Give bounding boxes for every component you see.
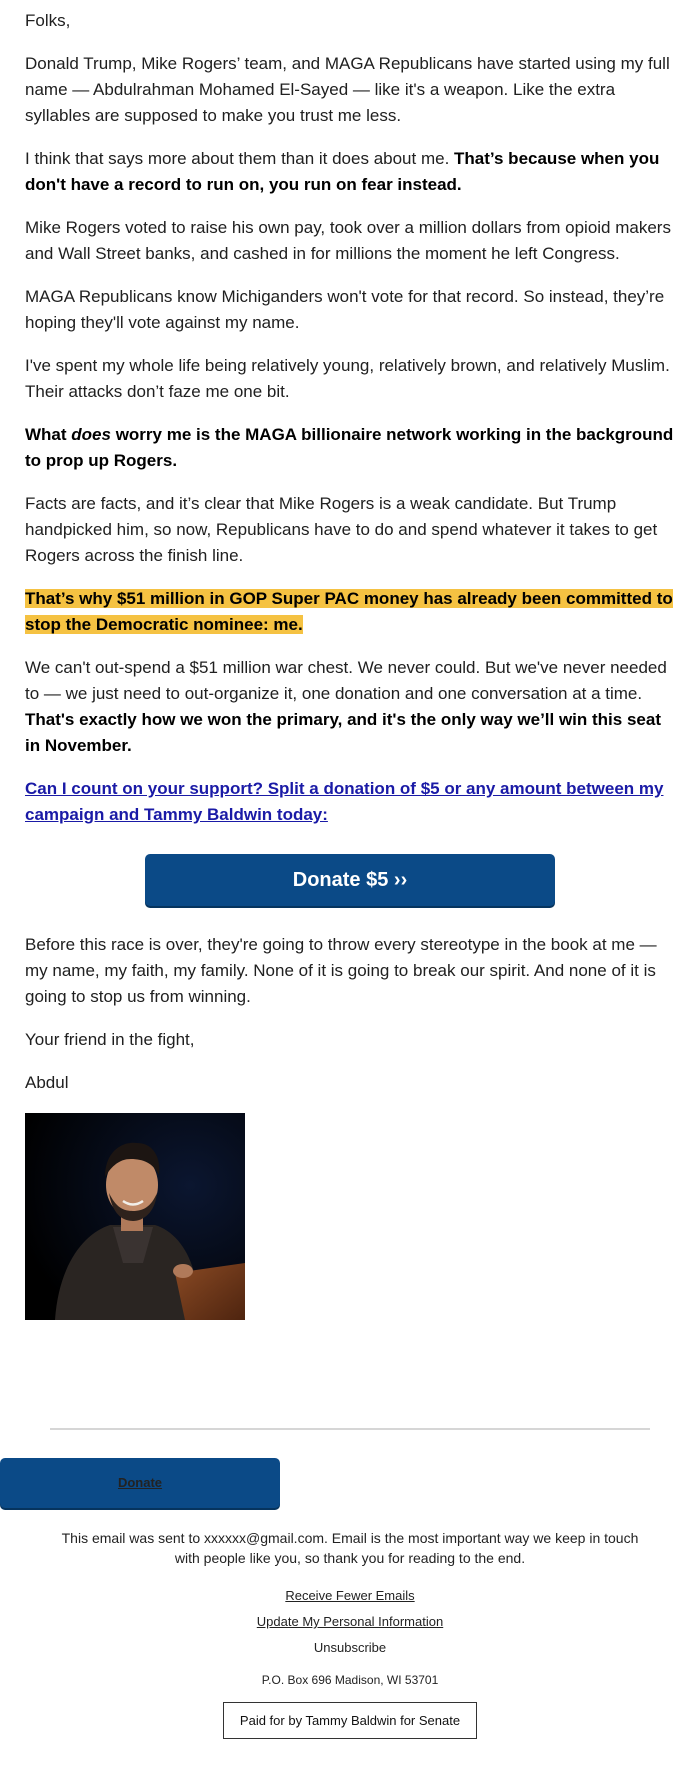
mailing-address: P.O. Box 696 Madison, WI 53701 [261, 1673, 439, 1687]
paragraph-2-text: I think that says more about them than it does about me. [25, 149, 455, 168]
footer-donate-button[interactable]: Donate [0, 1458, 280, 1508]
paragraph-10: Before this race is over, they're going to throw every stereotype in the book at me — my name, my faith, my family. None of it is going to break our spirit. And none of it is going to stop us from winning. [25, 935, 657, 1006]
donate-5-button[interactable]: Donate $5 ›› [145, 854, 555, 906]
update-info-link[interactable]: Update My Personal Information [256, 1614, 444, 1629]
paragraph-2 [25, 146, 675, 198]
paragraph-7: Facts are facts, and it’s clear that Mike Rogers is a weak candidate. But Trump handpicked him, so now, Republicans have to do and spend whatever it takes to get Rogers across the finish line. [25, 494, 658, 565]
paid-for-disclaimer: Paid for by Tammy Baldwin for Senate [223, 1702, 477, 1739]
paragraph-6-emphasis: does [71, 425, 111, 444]
greeting: Folks, [25, 11, 71, 30]
paragraph-6-part-b: worry me is the MAGA billionaire network working in the background to prop up Rogers. [25, 425, 674, 470]
paragraph-2-bold: That’s because when you don't have a record to run on, you run on fear instead. [25, 149, 660, 194]
paragraph-3: Mike Rogers voted to raise his own pay, took over a million dollars from opioid makers and Wall Street banks, and cashed in for millions the moment he left Congress. [25, 218, 671, 263]
paragraph-9 [25, 655, 675, 759]
footer-donate-wrap [0, 1458, 700, 1508]
paragraph-6-bold [25, 425, 673, 470]
paragraph-9-bold: That's exactly how we won the primary, and it's the only way we’ll win this seat in November. [25, 710, 661, 755]
candidate-photo [25, 1113, 245, 1320]
paragraph-4: MAGA Republicans know Michiganders won't vote for that record. So instead, they’re hoping they'll vote against my name. [25, 287, 665, 332]
cta-paragraph [25, 776, 675, 828]
paragraph-1: Donald Trump, Mike Rogers’ team, and MAGA Republicans have started using my full name — Abdulrahman Mohamed El-Sayed — like it's a weapon. Like the extra syllables are supposed to make you trust me less. [25, 54, 670, 125]
footer [0, 1458, 700, 1739]
signature: Abdul [25, 1073, 69, 1092]
paragraph-9-text: We can't out-spend a $51 million war chest. We never could. But we've never needed to — we just need to out-organize it, one donation and one conversation at a time. [25, 658, 667, 703]
receive-fewer-emails-link[interactable]: Receive Fewer Emails [285, 1588, 415, 1603]
paragraph-5: I've spent my whole life being relatively young, relatively brown, and relatively Muslim. Their attacks don’t faze me one bit. [25, 356, 670, 401]
paragraph-6 [25, 422, 675, 474]
donate-cta-link[interactable]: Can I count on your support? Split a donation of $5 or any amount between my campaign and Tammy Baldwin today: [25, 779, 664, 824]
donate-button-wrap [25, 854, 675, 906]
unsubscribe-link[interactable]: Unsubscribe [313, 1640, 387, 1655]
paragraph-8 [25, 586, 675, 638]
sent-notice: This email was sent to xxxxxx@gmail.com. Email is the most important way we keep in touch with people like you, so thank you for reading to the end. [61, 1530, 639, 1566]
highlighted-text: That’s why $51 million in GOP Super PAC money has already been committed to stop the Democratic nominee: me. [25, 589, 673, 634]
footer-divider [50, 1428, 650, 1430]
signoff: Your friend in the fight, [25, 1030, 195, 1049]
paragraph-6-part-a: What [25, 425, 72, 444]
